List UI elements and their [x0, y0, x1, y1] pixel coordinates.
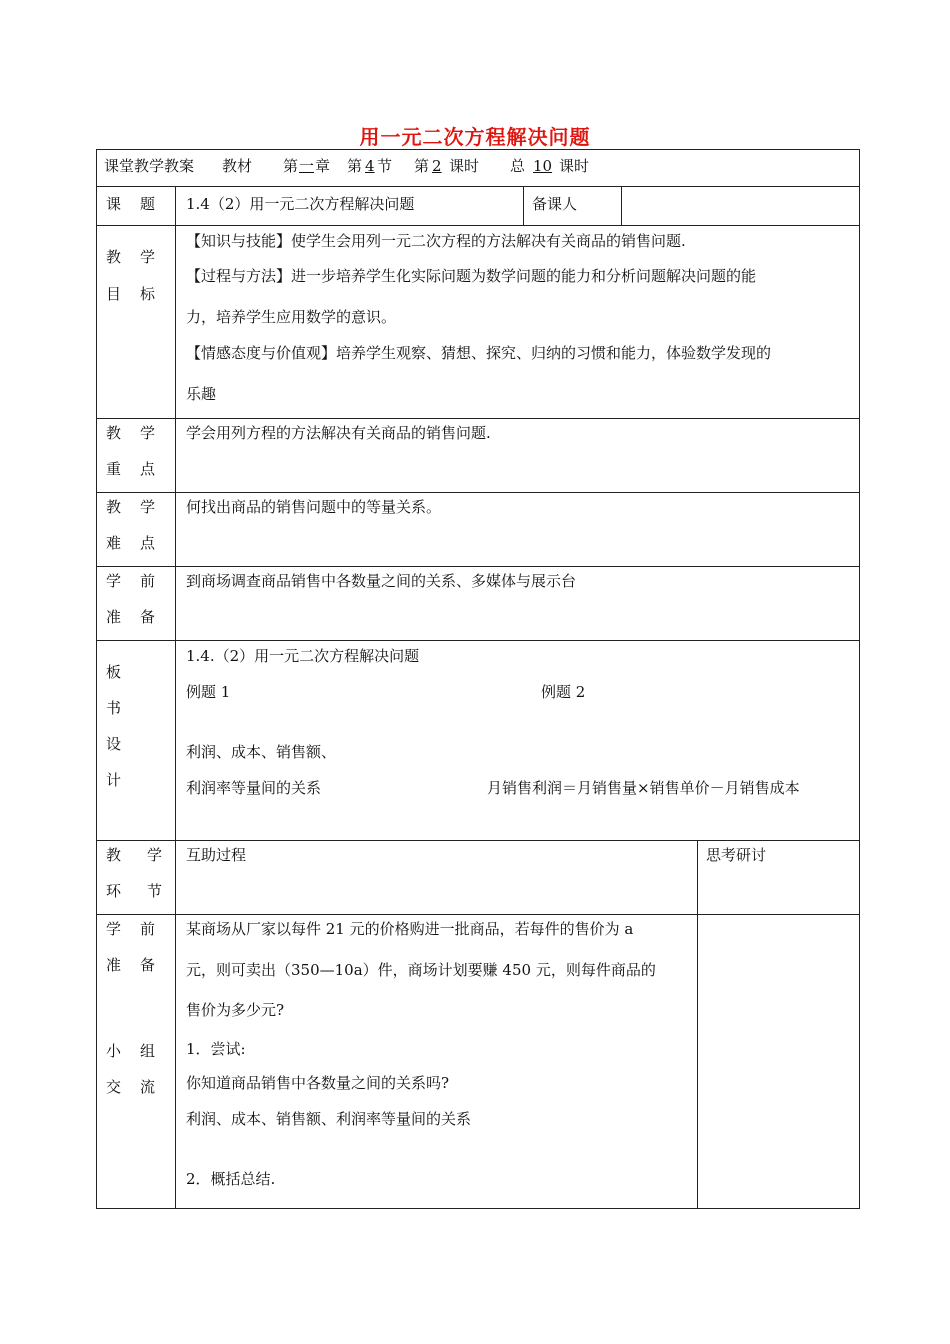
prep-label-3: 准 [106, 608, 122, 626]
table-right-border [859, 149, 860, 1209]
key-label-2: 学 [140, 424, 156, 442]
header-section-prefix: 第 [347, 157, 363, 175]
problem-line-3: 售价为多少元? [186, 1001, 285, 1019]
goals-attitude: 【情感态度与价值观】培养学生观察、猜想、探究、归纳的习惯和能力，体验数学发现的 [186, 344, 772, 362]
header-section-suffix: 节 [377, 157, 393, 175]
process-heading: 互助过程 [186, 846, 247, 864]
row-border [96, 840, 860, 841]
body-label-7: 交 [106, 1078, 122, 1096]
diff-label-1: 教 [106, 498, 122, 516]
header-lesson-suffix: 课时 [449, 157, 480, 175]
key-label-3: 重 [106, 460, 122, 478]
key-label-1: 教 [106, 424, 122, 442]
key-points-text: 学会用列方程的方法解决有关商品的销售问题. [186, 424, 491, 442]
header-lesson-num: 2 [432, 157, 442, 175]
board-example-2: 例题 2 [541, 683, 586, 701]
goals-process-cont: 力，培养学生应用数学的意识。 [186, 308, 397, 326]
board-example-1: 例题 1 [186, 683, 231, 701]
header-section-num: 4 [365, 157, 375, 175]
board-line-b: 利润率等量间的关系 [186, 779, 322, 797]
board-label-1: 板 [106, 663, 122, 681]
header-chapter-prefix: 第 [283, 157, 299, 175]
row-border [96, 186, 860, 187]
header-total-prefix: 总 [510, 157, 526, 175]
board-label-4: 计 [106, 771, 122, 789]
header-total-num: 10 [533, 157, 553, 175]
row-border [96, 492, 860, 493]
row-border [96, 640, 860, 641]
body-label-6: 组 [140, 1042, 156, 1060]
body-label-3: 准 [106, 956, 122, 974]
goals-label-1: 教 [106, 248, 122, 266]
difficulties-text: 何找出商品的销售问题中的等量关系。 [186, 498, 442, 516]
board-label-2: 书 [106, 699, 122, 717]
document-title: 用一元二次方程解决问题 [359, 125, 591, 149]
goals-attitude-cont: 乐趣 [186, 385, 217, 403]
header-total-suffix: 课时 [559, 157, 590, 175]
row-border [96, 914, 860, 915]
try-answer: 利润、成本、销售额、利润率等量间的关系 [186, 1110, 472, 1128]
topic-value: 1.4（2）用一元二次方程解决问题 [186, 195, 415, 213]
body-label-4: 备 [140, 956, 156, 974]
body-label-1: 学 [106, 920, 122, 938]
board-formula: 月销售利润＝月销售量×销售单价－月销售成本 [487, 779, 800, 797]
phase-label-2: 学 [147, 846, 163, 864]
diff-label-3: 难 [106, 534, 122, 552]
goals-label-4: 标 [140, 285, 156, 303]
problem-line-2: 元，则可卖出（350—10a）件，商场计划要赚 450 元，则每件商品的 [186, 961, 656, 979]
header-chapter-num: 一 [299, 157, 315, 175]
row-border [96, 418, 860, 419]
header-lesson-plan: 课堂教学教案 [104, 157, 195, 175]
body-label-8: 流 [140, 1078, 156, 1096]
goals-process: 【过程与方法】进一步培养学生化实际问题为数学问题的能力和分析问题解决问题的能 [186, 267, 757, 285]
prep-label-2: 前 [140, 572, 156, 590]
label-column-border [175, 186, 176, 1209]
topic-divider [621, 186, 622, 226]
body-label-2: 前 [140, 920, 156, 938]
diff-label-2: 学 [140, 498, 156, 516]
row-border [96, 225, 860, 226]
goals-label-2: 学 [140, 248, 156, 266]
board-label-3: 设 [106, 735, 122, 753]
topic-divider [523, 186, 524, 226]
header-textbook: 教材 [222, 157, 253, 175]
topic-label-1: 课 [106, 195, 122, 213]
try-question: 你知道商品销售中各数量之间的关系吗? [186, 1074, 450, 1092]
goals-knowledge: 【知识与技能】使学生会用列一元二次方程的方法解决有关商品的销售问题. [186, 232, 686, 250]
board-heading: 1.4.（2）用一元二次方程解决问题 [186, 647, 420, 665]
board-line-a: 利润、成本、销售额、 [186, 743, 337, 761]
row-border [96, 566, 860, 567]
phase-label-4: 节 [147, 882, 163, 900]
try-heading: 1．尝试: [186, 1040, 246, 1058]
row-border [96, 149, 860, 150]
prep-label-4: 备 [140, 608, 156, 626]
header-lesson-prefix: 第 [414, 157, 430, 175]
problem-line-1: 某商场从厂家以每件 21 元的价格购进一批商品，若每件的售价为 a [186, 920, 634, 938]
phase-label-3: 环 [106, 882, 122, 900]
prep-label-1: 学 [106, 572, 122, 590]
summary-heading: 2．概括总结. [186, 1170, 276, 1188]
reflection-heading: 思考研讨 [706, 846, 767, 864]
header-chapter-suffix: 章 [315, 157, 331, 175]
preparation-text: 到商场调查商品销售中各数量之间的关系、多媒体与展示台 [186, 572, 577, 590]
topic-label-2: 题 [140, 195, 156, 213]
goals-label-3: 目 [106, 285, 122, 303]
table-left-border [96, 149, 97, 1209]
row-border [96, 1208, 860, 1209]
key-label-4: 点 [140, 460, 156, 478]
reflection-column-border [697, 840, 698, 1209]
phase-label-1: 教 [106, 846, 122, 864]
preparer-label: 备课人 [532, 195, 578, 213]
body-label-5: 小 [106, 1042, 122, 1060]
diff-label-4: 点 [140, 534, 156, 552]
